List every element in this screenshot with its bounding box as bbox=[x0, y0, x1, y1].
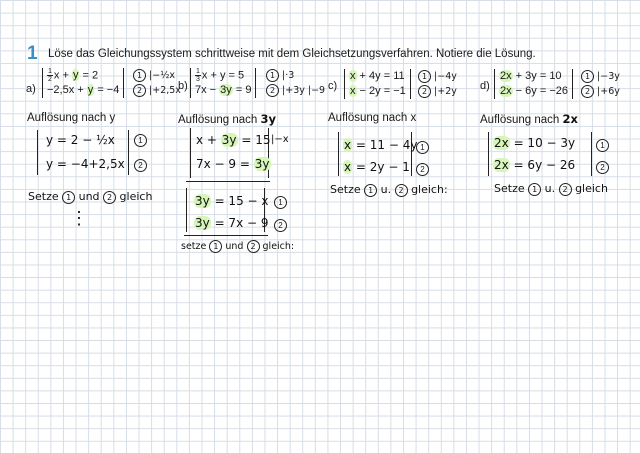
work-c-line1: x = 11 − 4y bbox=[344, 138, 418, 152]
part-a-eq1: $\frac{1}{2}$ x + y = 2 bbox=[48, 68, 99, 83]
part-b-label: b) bbox=[178, 80, 188, 92]
part-a-system bbox=[42, 68, 124, 98]
part-c-eq2: x − 2y = −1 bbox=[350, 85, 406, 97]
system-bracket bbox=[186, 188, 187, 232]
highlight-variable: 3y bbox=[195, 216, 210, 230]
part-a-operations: 1 |−½x 2 |+2,5x bbox=[130, 68, 181, 98]
highlight-variable: x bbox=[344, 160, 352, 174]
highlight-variable: 3y bbox=[195, 194, 210, 208]
highlight-variable: 3y bbox=[254, 157, 270, 171]
equation-1-marker: 1 bbox=[274, 196, 287, 209]
work-b-note: setze 1 und 2 gleich: bbox=[181, 241, 295, 252]
work-d-note: Setze 1 u. 2 gleich bbox=[494, 182, 608, 195]
highlight-variable: x bbox=[344, 138, 352, 152]
highlight-variable: 2x bbox=[494, 158, 509, 172]
equation-1-marker: 1 bbox=[418, 70, 431, 83]
highlight-variable: 2x bbox=[500, 70, 512, 82]
part-b-eq1: $\frac{1}{3}$ x + y = 5 bbox=[196, 68, 245, 83]
system-bracket bbox=[591, 132, 592, 176]
work-a-note: Setze 1 und 2 gleich bbox=[28, 190, 153, 203]
part-c-label: c) bbox=[328, 80, 338, 92]
equation-1-marker: 1 bbox=[133, 69, 146, 82]
ellipsis-dots: ⋮ bbox=[70, 208, 88, 228]
part-d-eq1: 2x + 3y = 10 bbox=[500, 70, 562, 82]
part-d-operations: 1 |−3y 2 |+6y bbox=[578, 69, 620, 99]
work-b-line3: 3y = 15 − x bbox=[195, 194, 269, 208]
equation-2-marker: 2 bbox=[418, 85, 431, 98]
part-d-eq2: 2x − 6y = −26 bbox=[500, 85, 568, 97]
equation-2-marker: 2 bbox=[559, 183, 572, 196]
equation-1-marker: 1 bbox=[528, 183, 541, 196]
part-d-system bbox=[494, 69, 573, 99]
equation-1-marker: 1 bbox=[581, 70, 594, 83]
task-instruction: Löse das Gleichungssystem schrittweise mit dem Gleichsetzungsverfahren. Notiere die Lösung. bbox=[48, 48, 536, 60]
work-d-line1: 2x = 10 − 3y bbox=[494, 136, 576, 150]
system-bracket bbox=[190, 128, 191, 178]
equation-2-marker: 2 bbox=[134, 159, 147, 172]
system-bracket bbox=[37, 130, 38, 175]
equation-2-marker: 2 bbox=[133, 84, 146, 97]
part-a-label: a) bbox=[26, 83, 36, 95]
equation-1-marker: 1 bbox=[416, 141, 429, 154]
part-c-system bbox=[344, 69, 411, 99]
equation-1-marker: 1 bbox=[134, 134, 147, 147]
work-a-heading: Auflösung nach y bbox=[27, 112, 116, 124]
equation-2-marker: 2 bbox=[274, 219, 287, 232]
equation-2-marker: 2 bbox=[596, 161, 609, 174]
work-d-heading: Auflösung nach 2x bbox=[480, 112, 578, 126]
part-b-system bbox=[190, 68, 256, 98]
highlight-variable: x bbox=[350, 70, 356, 82]
highlight-variable: y bbox=[72, 69, 79, 82]
work-b-line2: 7x − 9 = 3y bbox=[196, 157, 270, 171]
highlight-variable: 3y bbox=[220, 84, 232, 97]
work-b-heading: Auflösung nach 3y bbox=[178, 112, 276, 126]
equation-1-marker: 1 bbox=[596, 139, 609, 152]
system-bracket bbox=[338, 132, 339, 176]
part-c-operations: 1 |−4y 2 |+2y bbox=[415, 69, 457, 99]
work-b-line4: 3y = 7x − 9 bbox=[195, 216, 269, 230]
work-c-heading: Auflösung nach x bbox=[328, 112, 417, 124]
part-a-eq2: −2,5x + y = −4 bbox=[47, 84, 120, 97]
system-bracket bbox=[488, 132, 489, 176]
work-a-line2: y = −4+2,5x bbox=[46, 157, 125, 171]
task-number: 1 bbox=[27, 43, 38, 64]
work-c-note: Setze 1 u. 2 gleich: bbox=[330, 183, 448, 196]
highlight-variable: x bbox=[350, 85, 356, 97]
fraction: $\frac{1}{3}$ bbox=[196, 68, 200, 83]
part-b-operations: 1 |·3 2 |+3y |−9 bbox=[263, 68, 325, 98]
equation-1-marker: 1 bbox=[209, 240, 222, 253]
highlight-variable: y bbox=[87, 84, 94, 97]
equation-1-marker: 1 bbox=[364, 184, 377, 197]
work-a-line1: y = 2 − ½x bbox=[46, 133, 115, 147]
part-d-label: d) bbox=[480, 80, 490, 92]
divider-line bbox=[184, 235, 268, 236]
highlight-variable: 2x bbox=[500, 85, 512, 97]
equation-2-marker: 2 bbox=[395, 184, 408, 197]
highlight-variable: 2x bbox=[494, 136, 509, 150]
equation-1-marker: 1 bbox=[62, 191, 75, 204]
equation-2-marker: 2 bbox=[247, 240, 260, 253]
divider-line bbox=[186, 181, 270, 182]
work-d-line2: 2x = 6y − 26 bbox=[494, 158, 576, 172]
equation-2-marker: 2 bbox=[581, 85, 594, 98]
work-c-line2: x = 2y − 1 bbox=[344, 160, 410, 174]
part-c-eq1: x + 4y = 11 bbox=[350, 70, 405, 82]
equation-2-marker: 2 bbox=[103, 191, 116, 204]
highlight-variable: 3y bbox=[221, 133, 237, 147]
equation-2-marker: 2 bbox=[266, 84, 279, 97]
system-bracket bbox=[128, 130, 129, 175]
work-b-line1: x + 3y = 15 bbox=[196, 133, 271, 147]
part-b-eq2: 7x − 3y = 9 bbox=[195, 84, 252, 97]
equation-2-marker: 2 bbox=[416, 163, 429, 176]
fraction: $\frac{1}{2}$ bbox=[48, 68, 52, 83]
work-b-line1-op: |−x bbox=[271, 134, 289, 145]
equation-1-marker: 1 bbox=[266, 69, 279, 82]
